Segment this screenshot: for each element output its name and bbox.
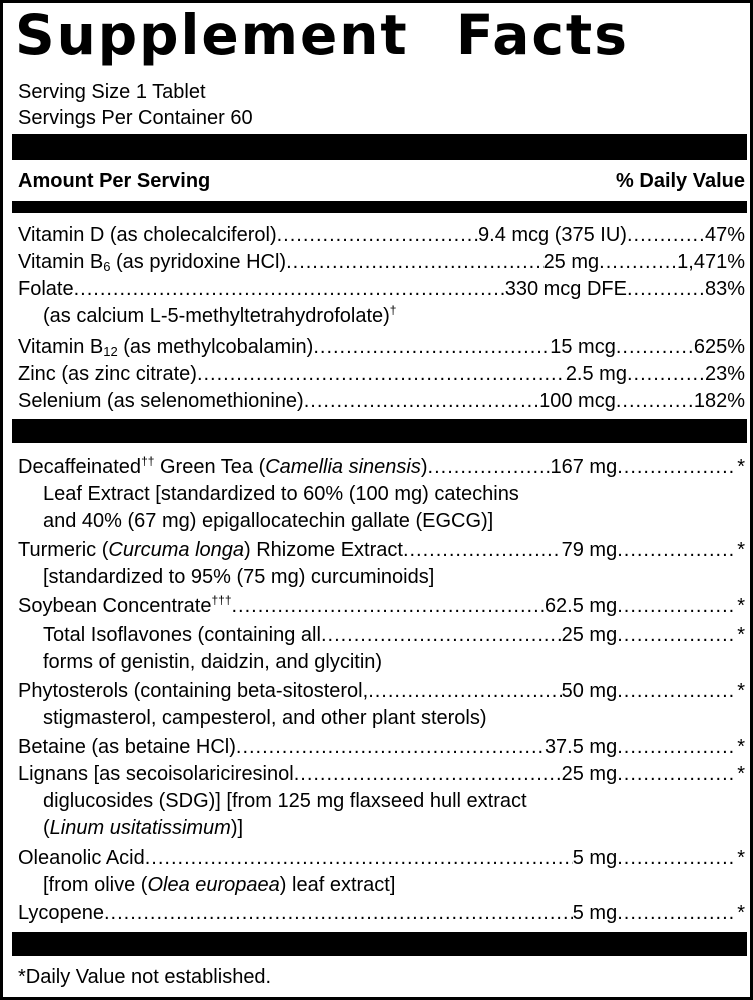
leader-dots — [145, 845, 573, 872]
nutrient-name: Zinc (as zinc citrate) — [18, 363, 197, 385]
green-tea-detail-line: and 40% (67 mg) epigallocatechin gallate (EGCG)] — [43, 510, 494, 532]
ingredient-amount: 5 mg — [572, 847, 618, 869]
green-tea-detail-line: Leaf Extract [standardized to 60% (100 mg) catechins — [43, 483, 519, 505]
ingredient-daily-value: * — [737, 763, 745, 785]
ingredient-daily-value: * — [737, 736, 745, 758]
serving-size: Serving Size 1 Tablet — [18, 81, 206, 103]
ingredient-daily-value: * — [737, 624, 745, 646]
nutrient-daily-value: 625% — [693, 336, 745, 358]
nutrient-name: Folate — [18, 278, 74, 300]
nutrient-row-vitamin-b12 — [18, 334, 745, 361]
ingredient-row-turmeric — [18, 537, 745, 564]
ingredient-name: Decaffeinated†† Green Tea (Camellia sinensis) — [18, 454, 428, 478]
lignans-source-line: (Linum usitatissimum)] — [43, 817, 244, 839]
leader-dots — [236, 734, 545, 761]
leader-dots — [616, 334, 694, 361]
phytosterols-detail-line: stigmasterol, campesterol, and other plant sterols) — [43, 707, 487, 729]
ingredient-amount: 25 mg — [561, 763, 618, 785]
ingredient-row-oleanolic-acid — [18, 845, 745, 872]
nutrient-name: Vitamin D (as cholecalciferol) — [18, 224, 277, 246]
nutrient-row-folate — [18, 276, 745, 303]
leader-dots — [313, 334, 550, 361]
ingredient-daily-value: * — [737, 680, 745, 702]
thick-divider — [12, 419, 747, 443]
servings-per-container: Servings Per Container 60 — [18, 107, 253, 129]
ingredient-row-isoflavones — [43, 622, 745, 649]
leader-dots — [617, 537, 737, 564]
leader-dots — [286, 249, 543, 276]
isoflavones-detail-line: forms of genistin, daidzin, and glycitin) — [43, 651, 383, 673]
nutrient-daily-value: 1,471% — [677, 251, 745, 273]
leader-dots — [232, 593, 545, 620]
ingredient-amount: 50 mg — [561, 680, 618, 702]
leader-dots — [617, 593, 737, 620]
leader-dots — [428, 454, 551, 481]
ingredient-amount: 5 mg — [572, 902, 618, 924]
footnote: *Daily Value not established. — [18, 966, 272, 988]
nutrient-daily-value: 182% — [693, 390, 745, 412]
lignans-detail-line: diglucosides (SDG)] [from 125 mg flaxseed hull extract — [43, 790, 527, 812]
nutrient-amount: 100 mcg — [539, 390, 616, 412]
panel-title: Supplement Facts — [15, 3, 629, 67]
nutrient-amount: 330 mcg DFE — [504, 278, 627, 300]
ingredient-row-soybean — [18, 593, 745, 620]
leader-dots — [617, 622, 737, 649]
nutrient-name: Vitamin $B_{12}$ (as methylcobalamin) — [18, 336, 314, 359]
nutrient-row-vitamin-b6 — [18, 249, 745, 276]
ingredient-name: Soybean Concentrate††† — [18, 593, 232, 617]
nutrient-name: Vitamin $B_6$ (as pyridoxine HCl) — [18, 251, 287, 274]
leader-dots — [74, 276, 505, 303]
ingredient-row-green-tea — [18, 454, 745, 481]
leader-dots — [617, 900, 737, 927]
leader-dots — [617, 761, 737, 788]
medium-divider — [12, 201, 747, 213]
nutrient-daily-value: 23% — [704, 363, 745, 385]
ingredient-daily-value: * — [737, 539, 745, 561]
leader-dots — [616, 388, 694, 415]
ingredient-name: Lycopene — [18, 902, 104, 924]
leader-dots — [403, 537, 562, 564]
ingredient-row-lycopene — [18, 900, 745, 927]
leader-dots — [617, 734, 737, 761]
ingredient-name: Betaine (as betaine HCl) — [18, 736, 236, 758]
amount-per-serving-label: Amount Per Serving — [18, 170, 211, 192]
leader-dots — [368, 678, 561, 705]
daily-value-label: % Daily Value — [616, 170, 745, 192]
leader-dots — [617, 678, 737, 705]
leader-dots — [104, 900, 573, 927]
nutrient-amount: 15 mcg — [550, 336, 616, 358]
leader-dots — [617, 845, 737, 872]
nutrient-amount: 25 mg — [543, 251, 600, 273]
leader-dots — [627, 361, 705, 388]
nutrient-daily-value: 47% — [704, 224, 745, 246]
ingredient-row-lignans — [18, 761, 745, 788]
nutrient-row-zinc — [18, 361, 745, 388]
leader-dots — [627, 276, 705, 303]
ingredient-amount: 62.5 mg — [544, 595, 618, 617]
leader-dots — [617, 454, 737, 481]
nutrient-amount: 2.5 mg — [565, 363, 627, 385]
ingredient-row-betaine — [18, 734, 745, 761]
ingredient-amount: 25 mg — [561, 624, 618, 646]
leader-dots — [627, 222, 705, 249]
thick-divider — [12, 932, 747, 956]
folate-source-note: (as calcium L-5-methyltetrahydrofolate)† — [43, 303, 397, 327]
nutrient-row-selenium — [18, 388, 745, 415]
ingredient-name: Lignans [as secoisolariciresinol — [18, 763, 294, 785]
ingredient-amount: 167 mg — [550, 456, 618, 478]
ingredient-daily-value: * — [737, 902, 745, 924]
ingredient-name: Turmeric (Curcuma longa) Rhizome Extract — [18, 539, 403, 561]
ingredient-row-phytosterols — [18, 678, 745, 705]
ingredient-daily-value: * — [737, 595, 745, 617]
column-header — [18, 168, 745, 194]
leader-dots — [277, 222, 478, 249]
leader-dots — [304, 388, 539, 415]
nutrient-row-vitamin-d — [18, 222, 745, 249]
nutrient-amount: 9.4 mcg (375 IU) — [478, 224, 627, 246]
ingredient-name: Phytosterols (containing beta-sitosterol, — [18, 680, 369, 702]
ingredient-daily-value: * — [737, 456, 745, 478]
ingredient-name: Oleanolic Acid — [18, 847, 145, 869]
leader-dots — [197, 361, 566, 388]
nutrient-daily-value: 83% — [704, 278, 745, 300]
ingredient-daily-value: * — [737, 847, 745, 869]
ingredient-amount: 79 mg — [561, 539, 618, 561]
leader-dots — [321, 622, 562, 649]
oleanolic-source-line: [from olive (Olea europaea) leaf extract] — [43, 874, 396, 896]
ingredient-amount: 37.5 mg — [544, 736, 618, 758]
ingredient-name: Total Isoflavones (containing all — [43, 624, 321, 646]
thick-divider — [12, 134, 747, 160]
nutrient-name: Selenium (as selenomethionine) — [18, 390, 304, 412]
leader-dots — [294, 761, 562, 788]
leader-dots — [599, 249, 677, 276]
turmeric-detail-line: [standardized to 95% (75 mg) curcuminoids] — [43, 566, 435, 588]
